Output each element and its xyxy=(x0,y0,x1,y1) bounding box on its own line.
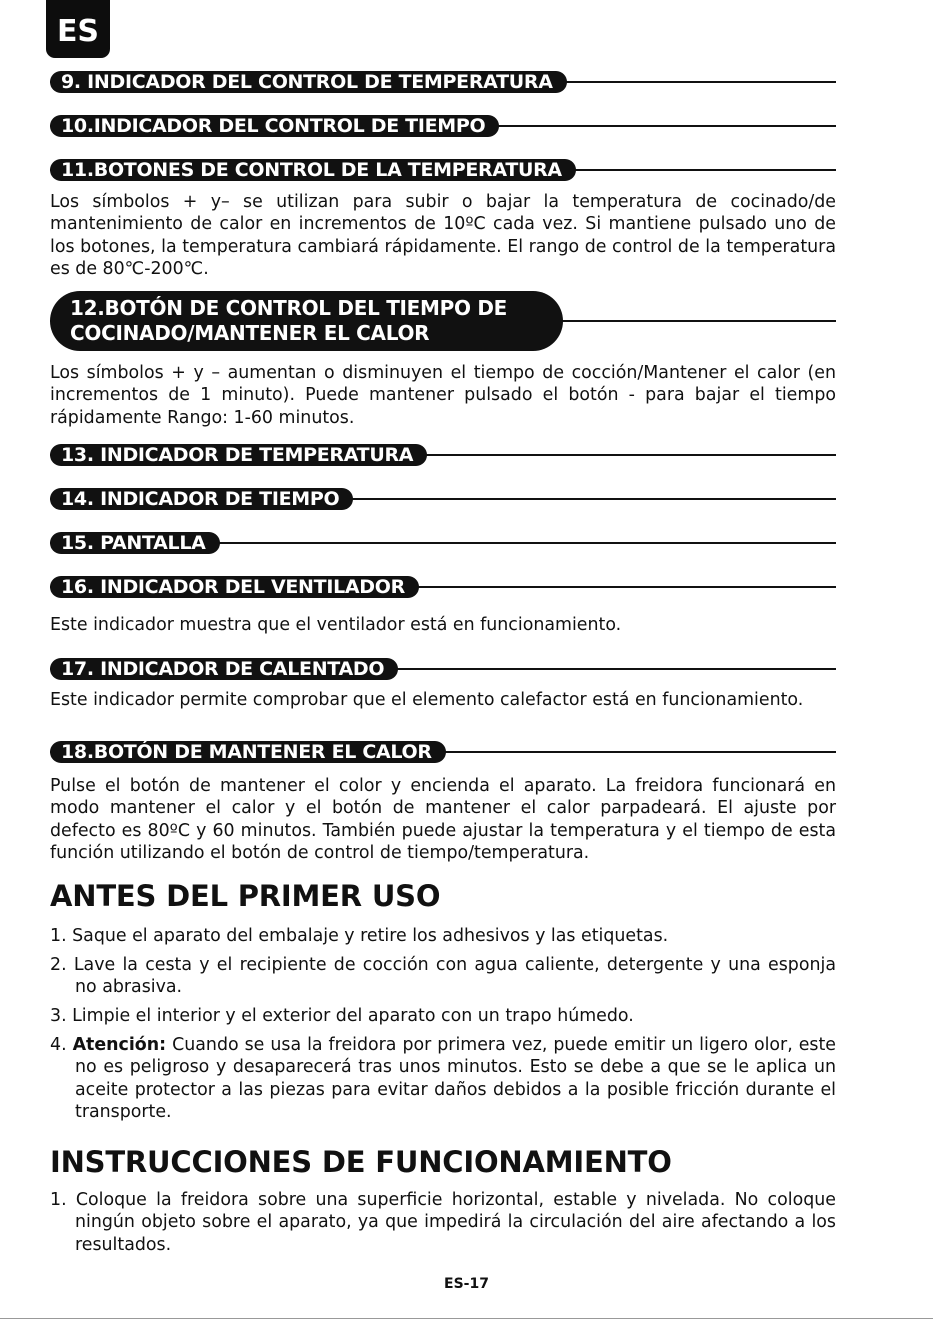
heading-18 xyxy=(50,741,836,763)
page-bottom-line xyxy=(0,1318,933,1319)
list-item-attention xyxy=(50,1034,836,1123)
page-number: ES-17 xyxy=(444,1276,489,1292)
section-title-before-first-use: ANTES DEL PRIMER USO xyxy=(50,879,441,913)
list-item: 2. Lave la cesta y el recipiente de cocción con agua caliente, detergente y una esponja no abrasiva. xyxy=(50,955,836,998)
language-tab: ES xyxy=(46,0,110,58)
heading-pill: 14. INDICADOR DE TIEMPO xyxy=(50,488,353,510)
heading-12-line2: COCINADO/MANTENER EL CALOR xyxy=(70,321,430,345)
list-number: 4. xyxy=(50,1035,73,1055)
heading-14 xyxy=(50,488,836,510)
heading-pill: 10.INDICADOR DEL CONTROL DE TIEMPO xyxy=(50,115,499,137)
heading-13 xyxy=(50,444,836,466)
heading-11 xyxy=(50,159,836,181)
heading-pill: 16. INDICADOR DEL VENTILADOR xyxy=(50,576,419,598)
paragraph-temperature-buttons: Los símbolos + y– se utilizan para subir o bajar la temperatura de cocinado/de mantenimiento de calor en incrementos de 10ºC cada vez. Si mantiene pulsado uno de los botones, la temperatura cambiará rápidamente. El rango de control de la temperatura es de 80℃-200℃. xyxy=(50,192,836,279)
list-item: 3. Limpie el interior y el exterior del aparato con un trapo húmedo. xyxy=(50,1006,634,1026)
section-title-operating-instructions: INSTRUCCIONES DE FUNCIONAMIENTO xyxy=(50,1145,672,1179)
heading-pill: 13. INDICADOR DE TEMPERATURA xyxy=(50,444,427,466)
heading-pill: 9. INDICADOR DEL CONTROL DE TEMPERATURA xyxy=(50,71,567,93)
heading-pill xyxy=(50,291,563,351)
heading-12 xyxy=(50,291,836,351)
heading-15 xyxy=(50,532,836,554)
heading-10 xyxy=(50,115,836,137)
list-item: 1. Coloque la freidora sobre una superficie horizontal, estable y nivelada. No coloque ningún objeto sobre el aparato, ya que impedirá la circulación del aire afectando a los resultados. xyxy=(50,1190,836,1255)
heading-pill: 11.BOTONES DE CONTROL DE LA TEMPERATURA xyxy=(50,159,576,181)
paragraph-time-button: Los símbolos + y – aumentan o disminuyen el tiempo de cocción/Mantener el calor (en incrementos de 1 minuto). Puede mantener pulsado el botón - para bajar el tiempo rápidamente Rango: 1-60 minutos. xyxy=(50,363,836,428)
heading-9 xyxy=(50,71,836,93)
heading-pill: 17. INDICADOR DE CALENTADO xyxy=(50,658,398,680)
heading-17 xyxy=(50,658,836,680)
paragraph-keep-warm: Pulse el botón de mantener el color y encienda el aparato. La freidora funcionará en modo mantener el calor y el botón de mantener el calor parpadeará. El ajuste por defecto es 80ºC y 60 minutos. También puede ajustar la temperatura y el tiempo de esta función utilizando el botón de control de tiempo/temperatura. xyxy=(50,776,836,863)
heading-16 xyxy=(50,576,836,598)
attention-text: Cuando se usa la freidora por primera vez, puede emitir un ligero olor, este no es peligroso y desaparecerá tras unos minutos. Esto se debe a que se le aplica un aceite protector a las piezas para evitar daños debidos a la posible fricción durante el transporte. xyxy=(75,1035,836,1122)
heading-pill: 15. PANTALLA xyxy=(50,532,220,554)
list-item: 1. Saque el aparato del embalaje y retire los adhesivos y las etiquetas. xyxy=(50,926,669,946)
heading-pill: 18.BOTÓN DE MANTENER EL CALOR xyxy=(50,741,446,763)
paragraph-heating-indicator: Este indicador permite comprobar que el elemento calefactor está en funcionamiento. xyxy=(50,690,804,710)
heading-12-line1: 12.BOTÓN DE CONTROL DEL TIEMPO DE xyxy=(70,296,508,320)
attention-label: Atención: xyxy=(72,1035,167,1055)
paragraph-fan-indicator: Este indicador muestra que el ventilador está en funcionamiento. xyxy=(50,615,622,635)
